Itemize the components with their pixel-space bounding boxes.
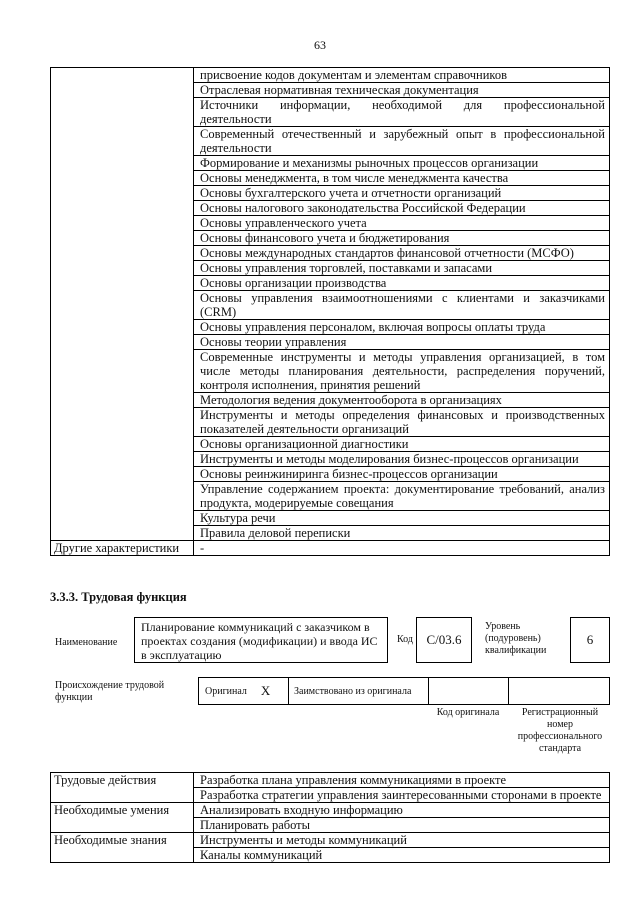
knowledge-item: Инструменты и методы моделирования бизнес-процессов организации xyxy=(194,452,610,467)
other-characteristics-label: Другие характеристики xyxy=(51,541,194,556)
knowledge-item: Инструменты и методы определения финансовых и производственных показателей деятельности организаций xyxy=(194,408,610,437)
origin-row xyxy=(198,677,610,705)
origin-label: Происхождение трудовой функции xyxy=(55,680,165,703)
knowledge-item: Основы управления персоналом, включая вопросы оплаты труда xyxy=(194,320,610,335)
knowledge-item: присвоение кодов документам и элементам справочников xyxy=(194,68,610,83)
knowledge-item: Методология ведения документооборота в организациях xyxy=(194,393,610,408)
action-item: Разработка стратегии управления заинтересованными сторонами в проекте xyxy=(194,788,610,803)
origin-borrowed-label: Заимствовано из оригинала xyxy=(294,685,412,697)
origin-code-cell xyxy=(429,678,509,704)
knowledge-item: Основы налогового законодательства Российской Федерации xyxy=(194,201,610,216)
knowledge-item: Основы менеджмента, в том числе менеджмента качества xyxy=(194,171,610,186)
knowledge-item: Источники информации, необходимой для профессиональной деятельности xyxy=(194,98,610,127)
knowledge-item: Основы международных стандартов финансовой отчетности (МСФО) xyxy=(194,246,610,261)
activities-table xyxy=(50,772,610,863)
knowledge-item: Правила деловой переписки xyxy=(194,526,610,541)
origin-reg-cell xyxy=(509,678,609,704)
origin-reg-caption: Регистрационный номер профессионального стандарта xyxy=(517,707,603,754)
level-label: Уровень (подуровень) квалификации xyxy=(485,621,547,656)
actions-label-continued xyxy=(51,788,194,803)
origin-code-caption: Код оригинала xyxy=(436,707,500,718)
skills-label: Необходимые умения xyxy=(51,803,194,818)
code-label: Код xyxy=(397,634,413,645)
knowledge-item: Основы финансового учета и бюджетирования xyxy=(194,231,610,246)
knowledge-label-continued xyxy=(51,68,194,541)
skill-item: Анализировать входную информацию xyxy=(194,803,610,818)
table-row xyxy=(51,848,610,863)
knowledge-item: Основы организации производства xyxy=(194,276,610,291)
origin-original-mark: X xyxy=(260,683,271,698)
knowledge-item: Отраслевая нормативная техническая документация xyxy=(194,83,610,98)
knowledge-label: Необходимые знания xyxy=(51,833,194,848)
action-item: Разработка плана управления коммуникациями в проекте xyxy=(194,773,610,788)
origin-original-label: Оригинал xyxy=(205,685,247,697)
knowledge-item: Основы управленческого учета xyxy=(194,216,610,231)
knowledge-item: Основы управления взаимоотношениями с клиентами и заказчиками (CRM) xyxy=(194,291,610,320)
knowledge-label-continued xyxy=(51,848,194,863)
level-value: 6 xyxy=(586,632,594,647)
table-row xyxy=(51,818,610,833)
table-row xyxy=(51,773,610,788)
skill-item: Планировать работы xyxy=(194,818,610,833)
origin-borrowed-cell xyxy=(289,678,429,704)
knowledge-item: Формирование и механизмы рыночных процессов организации xyxy=(194,156,610,171)
knowledge-table xyxy=(50,67,610,556)
knowledge-item: Современные инструменты и методы управления организацией, в том числе методы планирования деятельности, распределения поручений, контроля исполнения, принятия решений xyxy=(194,350,610,393)
table-row xyxy=(51,541,610,556)
page-number: 63 xyxy=(314,38,326,52)
table-row xyxy=(51,803,610,818)
origin-original-cell xyxy=(199,678,289,704)
knowledge-item: Основы управления торговлей, поставками и запасами xyxy=(194,261,610,276)
knowledge-item: Современный отечественный и зарубежный опыт в профессиональной деятельности xyxy=(194,127,610,156)
section-title: 3.3.3. Трудовая функция xyxy=(50,590,187,604)
knowledge-item: Каналы коммуникаций xyxy=(194,848,610,863)
skills-label-continued xyxy=(51,818,194,833)
actions-label: Трудовые действия xyxy=(51,773,194,788)
knowledge-item: Основы реинжиниринга бизнес-процессов организации xyxy=(194,467,610,482)
knowledge-item: Культура речи xyxy=(194,511,610,526)
other-characteristics-value: - xyxy=(194,541,610,556)
knowledge-item: Основы организационной диагностики xyxy=(194,437,610,452)
table-row xyxy=(51,68,610,83)
knowledge-item: Управление содержанием проекта: документирование требований, анализ продукта, модерируемые совещания xyxy=(194,482,610,511)
knowledge-item: Основы теории управления xyxy=(194,335,610,350)
knowledge-item: Основы бухгалтерского учета и отчетности организаций xyxy=(194,186,610,201)
table-row xyxy=(51,833,610,848)
knowledge-item: Инструменты и методы коммуникаций xyxy=(194,833,610,848)
table-row xyxy=(51,788,610,803)
name-label: Наименование xyxy=(55,637,118,648)
function-code-box xyxy=(416,617,472,663)
function-name-value: Планирование коммуникаций с заказчиком в проектах создания (модификации) и ввода ИС в эксплуатацию xyxy=(141,620,378,662)
function-code-value: C/03.6 xyxy=(426,632,462,647)
function-name-box xyxy=(134,617,388,663)
level-box xyxy=(570,617,610,663)
